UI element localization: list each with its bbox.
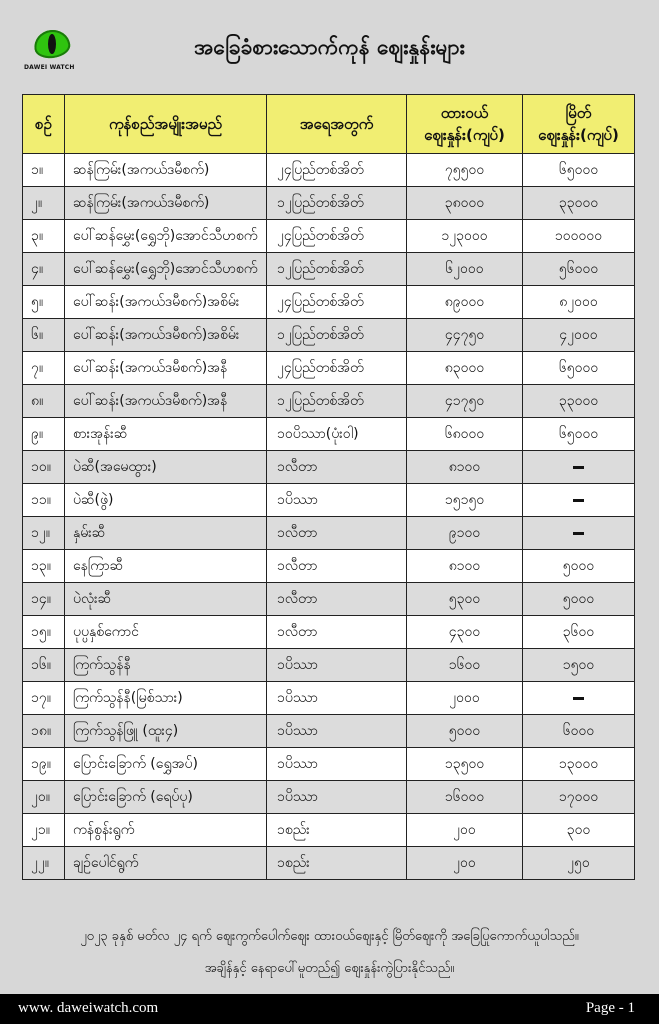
cell-unit: ၁လီတာ	[267, 451, 407, 484]
header-retail: မြိတ် ဈေးနှုန်း(ကျပ်)	[523, 95, 635, 154]
cell-myeik-price: ၈၂၀၀၀	[523, 286, 635, 319]
cell-dawei-price: ၈၁၀၀	[407, 451, 523, 484]
cell-unit: ၁ပိဿာ	[267, 781, 407, 814]
table-row	[23, 847, 635, 880]
cell-no: ၂။	[23, 187, 65, 220]
cell-myeik-price: ၁၃၀၀၀	[523, 748, 635, 781]
cell-unit: ၁ပိဿာ	[267, 748, 407, 781]
cell-dawei-price: ၆၈၀၀၀	[407, 418, 523, 451]
cell-dawei-price: ၈၁၀၀	[407, 550, 523, 583]
cell-dawei-price: ၄၃၀၀	[407, 616, 523, 649]
cell-no: ၂၁။	[23, 814, 65, 847]
cell-dawei-price: ၇၅၅၀၀	[407, 154, 523, 187]
cell-myeik-price: ၃၃၀၀၀	[523, 187, 635, 220]
table-row	[23, 418, 635, 451]
cell-item-name: ပဲဆီ(ဖွဲ)	[65, 484, 267, 517]
cell-myeik-price: ၆၅၀၀၀	[523, 418, 635, 451]
cell-item-name: ပေါ်ဆန်း(အကယ်ဒမီစက်)အစိမ်း	[65, 286, 267, 319]
cell-unit: ၁ပိဿာ	[267, 484, 407, 517]
cell-no: ၈။	[23, 385, 65, 418]
cell-item-name: ကြက်သွန်နီ	[65, 649, 267, 682]
cell-item-name: ပေါ်ဆန်း(အကယ်ဒမီစက်)အနီ	[65, 352, 267, 385]
cell-unit: ၂၄ပြည်တစ်အိတ်	[267, 154, 407, 187]
header-unit: အရေအတွက်	[267, 95, 407, 154]
cell-dawei-price: ၂၀၀	[407, 814, 523, 847]
cell-myeik-price: ၆၀၀၀	[523, 715, 635, 748]
cell-myeik-price: ၁၇၀၀၀	[523, 781, 635, 814]
cell-myeik-price: ၆၅၀၀၀	[523, 154, 635, 187]
table-row	[23, 616, 635, 649]
cell-item-name: ပုပ္ပနှစ်ကောင်	[65, 616, 267, 649]
table-row	[23, 154, 635, 187]
cell-no: ၉။	[23, 418, 65, 451]
table-row	[23, 649, 635, 682]
cell-item-name: နှမ်းဆီ	[65, 517, 267, 550]
cell-unit: ၁ပိဿာ	[267, 682, 407, 715]
cell-dawei-price: ၆၂၀၀၀	[407, 253, 523, 286]
no-price-dash	[573, 466, 584, 469]
cell-no: ၁၈။	[23, 715, 65, 748]
table-body	[23, 154, 635, 880]
table-row	[23, 748, 635, 781]
cell-no: ၁၁။	[23, 484, 65, 517]
no-price-dash	[573, 532, 584, 535]
cell-item-name: ပေါ်ဆန်း(အကယ်ဒမီစက်)အနီ	[65, 385, 267, 418]
cell-myeik-price	[523, 682, 635, 715]
cell-dawei-price: ၄၄၇၅၀	[407, 319, 523, 352]
cell-no: ၁၂။	[23, 517, 65, 550]
cell-unit: ၁၂ပြည်တစ်အိတ်	[267, 187, 407, 220]
cell-item-name: ကန်စွန်းရွက်	[65, 814, 267, 847]
cell-myeik-price	[523, 451, 635, 484]
cell-unit: ၂၄ပြည်တစ်အိတ်	[267, 352, 407, 385]
header-name: ကုန်စည်အမျိုးအမည်	[65, 95, 267, 154]
cell-myeik-price: ၂၅၀	[523, 847, 635, 880]
cell-unit: ၁၂ပြည်တစ်အိတ်	[267, 319, 407, 352]
cell-myeik-price	[523, 484, 635, 517]
cell-no: ၃။	[23, 220, 65, 253]
cell-item-name: ချဉ်ပေါင်ရွက်	[65, 847, 267, 880]
cell-no: ၂၂။	[23, 847, 65, 880]
cell-myeik-price	[523, 517, 635, 550]
table-row	[23, 286, 635, 319]
cell-unit: ၁လီတာ	[267, 616, 407, 649]
cell-unit: ၁လီတာ	[267, 550, 407, 583]
table-row	[23, 220, 635, 253]
cell-no: ၁၇။	[23, 682, 65, 715]
cell-no: ၂၀။	[23, 781, 65, 814]
cell-unit: ၁စည်း	[267, 847, 407, 880]
cell-no: ၁၄။	[23, 583, 65, 616]
table-row	[23, 583, 635, 616]
cell-no: ၁၀။	[23, 451, 65, 484]
no-price-dash	[573, 697, 584, 700]
price-table	[22, 94, 635, 880]
note-line-1: ၂၀၂၃ ခုနှစ် မတ်လ ၂၄ ရက် ဈေးကွက်ပေါက်ဈေး ထားဝယ်ဈေးနှင့် မြိတ်ဈေးကို အခြေပြုကောက်ယူပါသည်။	[80, 929, 579, 944]
cell-item-name: ကြက်သွန်ဖြူ (ထူး၄)	[65, 715, 267, 748]
cell-myeik-price: ၄၂၀၀၀	[523, 319, 635, 352]
table-row	[23, 715, 635, 748]
cell-unit: ၁၀ပိဿာ(ပုံးဝါ)	[267, 418, 407, 451]
cell-no: ၁၉။	[23, 748, 65, 781]
table-row	[23, 187, 635, 220]
table-row	[23, 352, 635, 385]
cell-no: ၁။	[23, 154, 65, 187]
cell-unit: ၁ပိဿာ	[267, 715, 407, 748]
cell-unit: ၁လီတာ	[267, 583, 407, 616]
cell-myeik-price: ၁၀၀၀၀၀	[523, 220, 635, 253]
cell-dawei-price: ၁၅၁၅၀	[407, 484, 523, 517]
cell-dawei-price: ၉၁၀၀	[407, 517, 523, 550]
header-no: စဉ်	[23, 95, 65, 154]
footer-page-number: Page - 1	[585, 1000, 635, 1016]
cell-dawei-price: ၁၃၅၀၀	[407, 748, 523, 781]
cell-myeik-price: ၅၀၀၀	[523, 583, 635, 616]
cell-item-name: ဆန်ကြမ်း(အကယ်ဒမီစက်)	[65, 187, 267, 220]
cell-unit: ၁စည်း	[267, 814, 407, 847]
table-row	[23, 484, 635, 517]
footer-website: www. daweiwatch.com	[18, 1000, 159, 1016]
cell-myeik-price: ၆၅၀၀၀	[523, 352, 635, 385]
cell-item-name: စားအုန်းဆီ	[65, 418, 267, 451]
cell-dawei-price: ၂၀၀၀	[407, 682, 523, 715]
cell-item-name: ကြက်သွန်နီ(မြစ်သား)	[65, 682, 267, 715]
page-title: အခြေခံစားသောက်ကုန် ဈေးနှုန်းများ	[194, 35, 465, 59]
cell-unit: ၁လီတာ	[267, 517, 407, 550]
cell-myeik-price: ၁၅၀၀	[523, 649, 635, 682]
cell-myeik-price: ၃၆၀၀	[523, 616, 635, 649]
cell-no: ၁၃။	[23, 550, 65, 583]
footer-bar	[0, 994, 659, 1024]
table-row	[23, 451, 635, 484]
logo-text: DAWEI WATCH	[24, 64, 75, 71]
table-row	[23, 319, 635, 352]
note-line-2: အချိန်နှင့် နေရာပေါ်မူတည်၍ ဈေးနှုန်းကွဲပြားနိုင်သည်။	[204, 961, 455, 976]
table-row	[23, 550, 635, 583]
cell-dawei-price: ၅၃၀၀	[407, 583, 523, 616]
cell-unit: ၂၄ပြည်တစ်အိတ်	[267, 286, 407, 319]
cell-item-name: ပြောင်းခြောက် (ရေပ်ပု)	[65, 781, 267, 814]
table-row	[23, 517, 635, 550]
table-row	[23, 781, 635, 814]
table-header-row	[23, 95, 635, 154]
cell-unit: ၂၄ပြည်တစ်အိတ်	[267, 220, 407, 253]
cell-item-name: ပဲဆီ(အမေထွား)	[65, 451, 267, 484]
cell-dawei-price: ၂၀၀	[407, 847, 523, 880]
cell-myeik-price: ၃၃၀၀၀	[523, 385, 635, 418]
cell-no: ၆။	[23, 319, 65, 352]
cell-item-name: ပေါ်ဆန်မွှေး(ရွှေဘို)အောင်သီဟစက်	[65, 220, 267, 253]
cell-item-name: ပေါ်ဆန်း(အကယ်ဒမီစက်)အစိမ်း	[65, 319, 267, 352]
no-price-dash	[573, 499, 584, 502]
table-row	[23, 682, 635, 715]
cell-no: ၁၅။	[23, 616, 65, 649]
table-row	[23, 814, 635, 847]
cell-myeik-price: ၅၆၀၀၀	[523, 253, 635, 286]
cell-item-name: ပြောင်းခြောက် (ရွှေအပ်)	[65, 748, 267, 781]
cell-unit: ၁၂ပြည်တစ်အိတ်	[267, 385, 407, 418]
cell-dawei-price: ၄၁၇၅၀	[407, 385, 523, 418]
cell-dawei-price: ၈၃၀၀၀	[407, 352, 523, 385]
table-row	[23, 253, 635, 286]
cell-myeik-price: ၃၀၀	[523, 814, 635, 847]
cell-dawei-price: ၈၉၀၀၀	[407, 286, 523, 319]
cell-myeik-price: ၅၀၀၀	[523, 550, 635, 583]
table-row	[23, 385, 635, 418]
cell-dawei-price: ၁၂၃၀၀၀	[407, 220, 523, 253]
cell-item-name: ပဲလုံးဆီ	[65, 583, 267, 616]
cell-item-name: ပေါ်ဆန်မွှေး(ရွှေဘို)အောင်သီဟစက်	[65, 253, 267, 286]
cell-no: ၅။	[23, 286, 65, 319]
cell-no: ၄။	[23, 253, 65, 286]
cell-dawei-price: ၃၈၀၀၀	[407, 187, 523, 220]
cell-no: ၁၆။	[23, 649, 65, 682]
cell-item-name: ဆန်ကြမ်း(အကယ်ဒမီစက်)	[65, 154, 267, 187]
cell-item-name: နေကြာဆီ	[65, 550, 267, 583]
cell-unit: ၁ပိဿာ	[267, 649, 407, 682]
cell-dawei-price: ၁၆၀၀၀	[407, 781, 523, 814]
header-wholesale: ထားဝယ် ဈေးနှုန်း(ကျပ်)	[407, 95, 523, 154]
cell-unit: ၁၂ပြည်တစ်အိတ်	[267, 253, 407, 286]
cell-no: ၇။	[23, 352, 65, 385]
cell-dawei-price: ၁၆၀၀	[407, 649, 523, 682]
cell-dawei-price: ၅၀၀၀	[407, 715, 523, 748]
